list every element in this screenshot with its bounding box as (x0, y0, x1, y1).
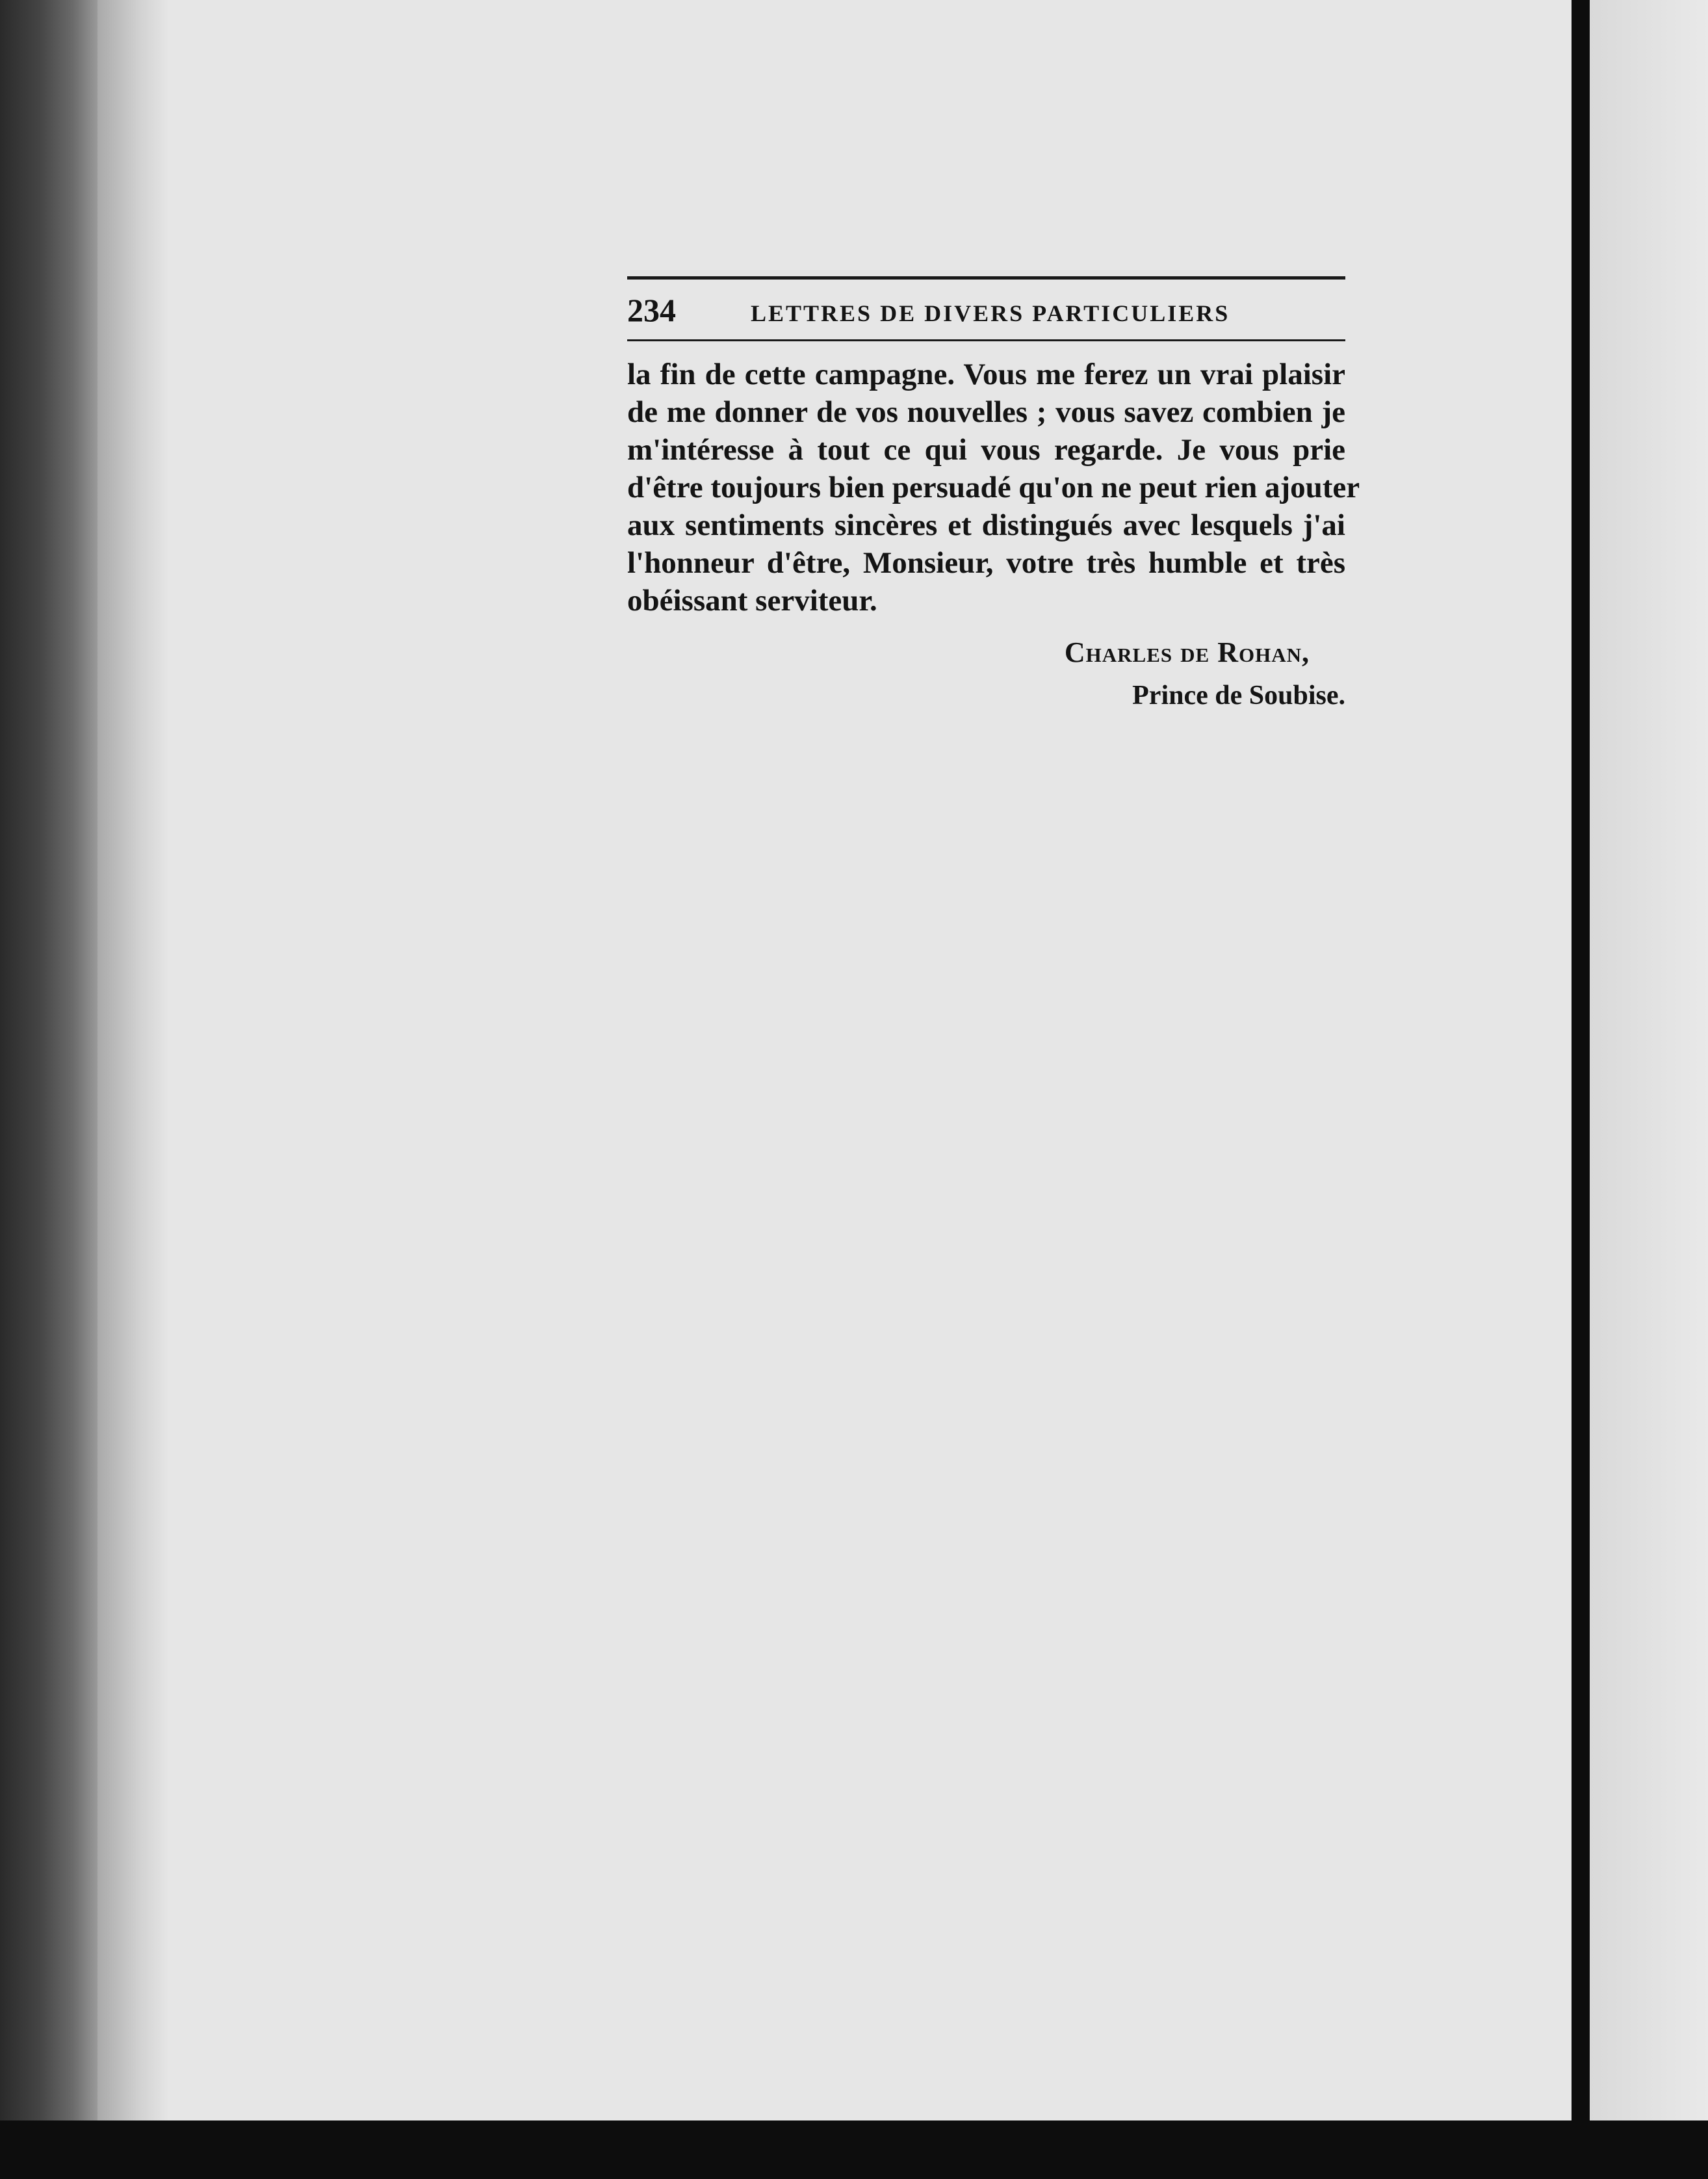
text-line: m'intéresse à tout ce qui vous regarde. Je vous prie (627, 433, 1345, 467)
scan-edge-bottom (0, 2120, 1708, 2179)
text-line: de me donner de vos nouvelles ; vous savez combien je (627, 395, 1345, 429)
text-line: d'être toujours bien persuadé qu'on ne peut rien ajouter (627, 471, 1360, 504)
header-bottom-rule (627, 339, 1345, 341)
page-number: 234 (627, 292, 676, 328)
scan-gutter-right (1572, 0, 1590, 2179)
page-content (627, 276, 1360, 717)
running-head: LETTRES DE DIVERS PARTICULIERS (751, 300, 1230, 326)
page-header (627, 280, 1345, 339)
text-line: obéissant serviteur. (627, 584, 877, 618)
signature-name: Charles de Rohan, (1064, 636, 1310, 668)
text-line: la fin de cette campagne. Vous me ferez un vrai plaisir (627, 358, 1345, 391)
text-line: l'honneur d'être, Monsieur, votre très humble et très (627, 546, 1345, 580)
text-line: aux sentiments sincères et distingués avec lesquels j'ai (627, 508, 1345, 542)
scan-edge-left (0, 0, 97, 2179)
letter-body (627, 356, 1360, 620)
signature-title: Prince de Soubise. (1132, 681, 1345, 711)
signature-block (627, 631, 1345, 717)
scan-edge-left-fade (97, 0, 169, 2179)
adjacent-page-edge (1590, 0, 1708, 2179)
